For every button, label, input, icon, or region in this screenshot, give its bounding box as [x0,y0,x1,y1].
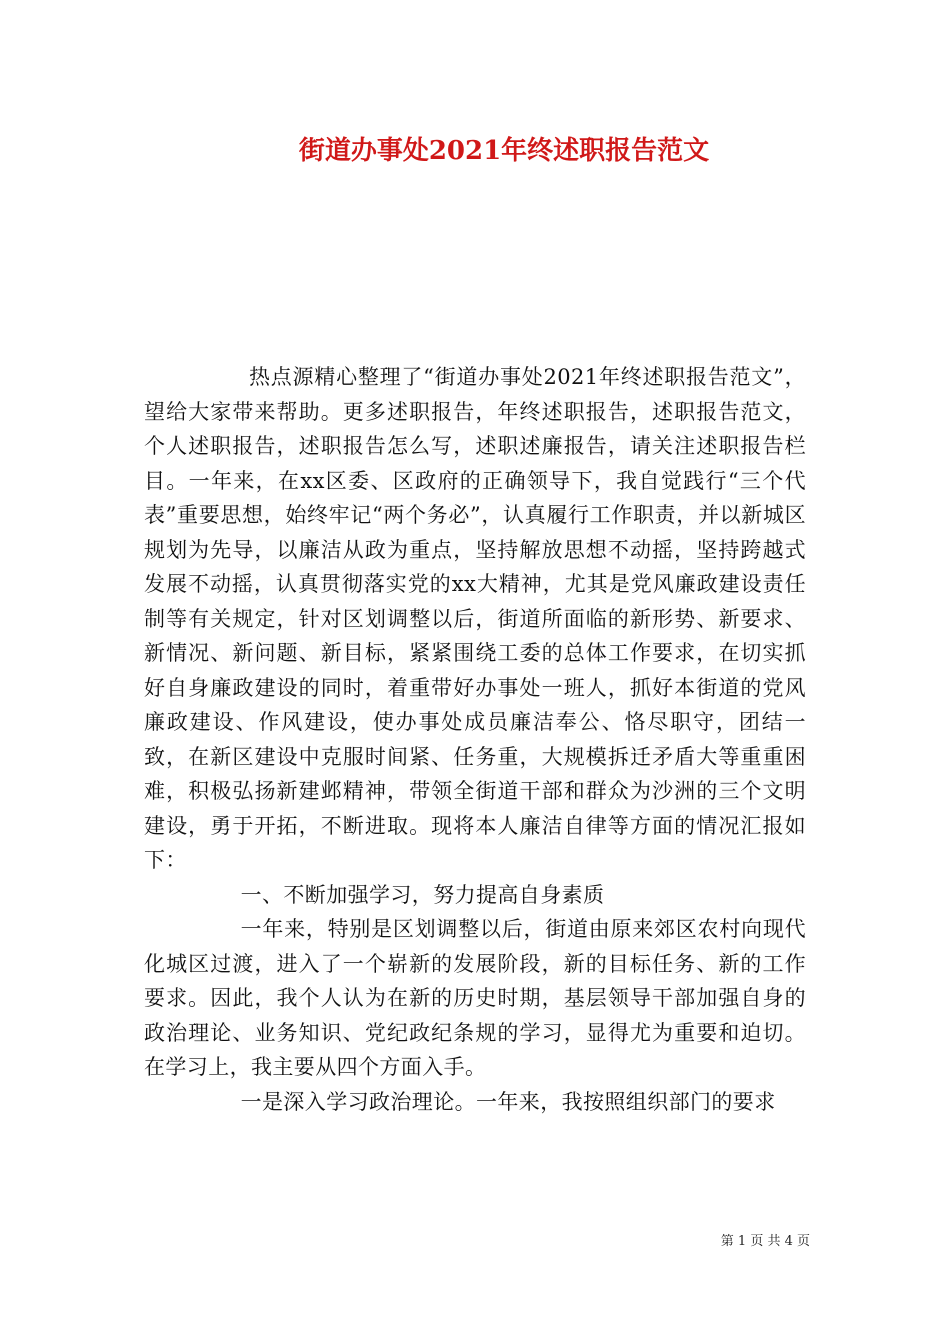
document-title: 街道办事处2021年终述职报告范文 [298,136,710,166]
section-heading: 一、不断加强学习，努力提高自身素质 [240,882,605,907]
document-body [144,360,806,1119]
body-paragraph: 一年来，特别是区划调整以后，街道由原来郊区农村向现代化城区过渡，进入了一个崭新的发展阶段，新的目标任务、新的工作要求。因此，我个人认为在新的历史时期，基层领导干部加强自身的政治理论、业务知识、党纪政纪条规的学习，显得尤为重要和迫切。在学习上，我主要从四个方面入手。 [144,917,806,1079]
body-paragraph: 一是深入学习政治理论。一年来，我按照组织部门的要求 [240,1089,776,1114]
intro-paragraph: 热点源精心整理了“街道办事处2021年终述职报告范文”，望给大家带来帮助。更多述职报告，年终述职报告，述职报告范文，个人述职报告，述职报告怎么写，述职述廉报告，请关注述职报告栏目。一年来，在xx区委、区政府的正确领导下，我自觉践行“三个代表”重要思想，始终牢记“两个务必”，认真履行工作职责，并以新城区规划为先导，以廉洁从政为重点，坚持解放思想不动摇，坚持跨越式发展不动摇，认真贯彻落实党的xx大精神，尤其是党风廉政建设责任制等有关规定，针对区划调整以后，街道所面临的新形势、新要求、新情况、新问题、新目标，紧紧围绕工委的总体工作要求，在切实抓好自身廉政建设的同时，着重带好办事处一班人，抓好本街道的党风廉政建设、作风建设，使办事处成员廉洁奉公、恪尽职守，团结一致，在新区建设中克服时间紧、任务重，大规模拆迁矛盾大等重重困难，积极弘扬新建邺精神，带领全街道干部和群众为沙洲的三个文明建设，勇于开拓，不断进取。现将本人廉洁自律等方面的情况汇报如下： [144,365,806,872]
page-number-footer: 第 1 页 共 4 页 [720,1234,810,1249]
